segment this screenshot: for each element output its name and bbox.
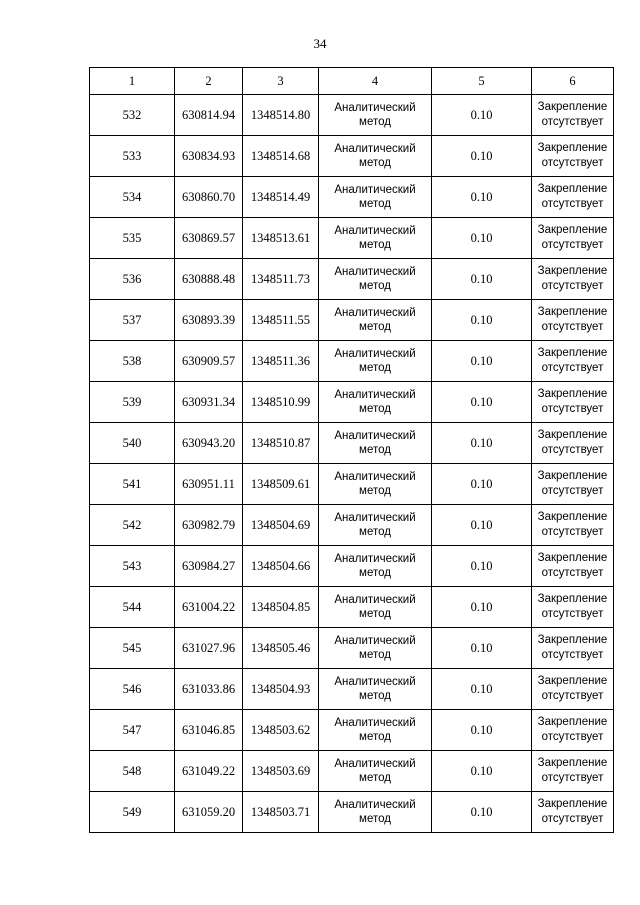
method-line-2: метод xyxy=(359,485,391,497)
accuracy-cell: 0.10 xyxy=(432,792,532,833)
y-coordinate-cell: 1348511.36 xyxy=(243,341,319,382)
method-line-2: метод xyxy=(359,608,391,620)
fixing-line-2: отсутствует xyxy=(541,198,604,210)
accuracy-cell: 0.10 xyxy=(432,382,532,423)
table-row xyxy=(90,177,614,218)
fixing-cell xyxy=(532,423,614,464)
y-coordinate-cell: 1348503.69 xyxy=(243,751,319,792)
fixing-cell xyxy=(532,464,614,505)
method-line-1: Аналитический xyxy=(334,143,416,155)
method-line-1: Аналитический xyxy=(334,799,416,811)
column-header-5: 5 xyxy=(432,68,532,95)
fixing-line-1: Закрепление xyxy=(537,593,608,605)
method-cell xyxy=(319,464,432,505)
fixing-line-2: отсутствует xyxy=(541,608,604,620)
method-line-2: метод xyxy=(359,403,391,415)
point-number-cell: 537 xyxy=(90,300,175,341)
method-line-1: Аналитический xyxy=(334,348,416,360)
x-coordinate-cell: 630909.57 xyxy=(175,341,243,382)
point-number-cell: 533 xyxy=(90,136,175,177)
fixing-cell xyxy=(532,136,614,177)
table-row xyxy=(90,423,614,464)
table-row xyxy=(90,341,614,382)
accuracy-cell: 0.10 xyxy=(432,751,532,792)
method-line-1: Аналитический xyxy=(334,635,416,647)
x-coordinate-cell: 631059.20 xyxy=(175,792,243,833)
fixing-line-1: Закрепление xyxy=(537,142,608,154)
method-cell xyxy=(319,95,432,136)
point-number-cell: 544 xyxy=(90,587,175,628)
accuracy-cell: 0.10 xyxy=(432,628,532,669)
y-coordinate-cell: 1348514.80 xyxy=(243,95,319,136)
method-line-2: метод xyxy=(359,813,391,825)
fixing-cell xyxy=(532,300,614,341)
accuracy-cell: 0.10 xyxy=(432,587,532,628)
accuracy-cell: 0.10 xyxy=(432,341,532,382)
x-coordinate-cell: 631049.22 xyxy=(175,751,243,792)
table-row xyxy=(90,546,614,587)
table-row xyxy=(90,95,614,136)
accuracy-cell: 0.10 xyxy=(432,710,532,751)
y-coordinate-cell: 1348511.73 xyxy=(243,259,319,300)
fixing-line-1: Закрепление xyxy=(537,757,608,769)
method-line-2: метод xyxy=(359,239,391,251)
fixing-line-2: отсутствует xyxy=(541,485,604,497)
header-row xyxy=(90,68,614,95)
method-line-2: метод xyxy=(359,690,391,702)
column-header-2: 2 xyxy=(175,68,243,95)
method-line-2: метод xyxy=(359,444,391,456)
accuracy-cell: 0.10 xyxy=(432,423,532,464)
accuracy-cell: 0.10 xyxy=(432,546,532,587)
method-line-1: Аналитический xyxy=(334,594,416,606)
fixing-cell xyxy=(532,218,614,259)
point-number-cell: 536 xyxy=(90,259,175,300)
method-line-1: Аналитический xyxy=(334,266,416,278)
fixing-line-1: Закрепление xyxy=(537,347,608,359)
fixing-line-1: Закрепление xyxy=(537,101,608,113)
fixing-line-2: отсутствует xyxy=(541,444,604,456)
fixing-line-1: Закрепление xyxy=(537,306,608,318)
fixing-line-2: отсутствует xyxy=(541,813,604,825)
y-coordinate-cell: 1348504.69 xyxy=(243,505,319,546)
point-number-cell: 540 xyxy=(90,423,175,464)
table-row xyxy=(90,587,614,628)
page-number: 34 xyxy=(313,36,327,51)
table-row xyxy=(90,136,614,177)
point-number-cell: 548 xyxy=(90,751,175,792)
fixing-cell xyxy=(532,259,614,300)
method-cell xyxy=(319,341,432,382)
table-row xyxy=(90,300,614,341)
fixing-cell xyxy=(532,751,614,792)
column-header-3: 3 xyxy=(243,68,319,95)
method-cell xyxy=(319,423,432,464)
table-row xyxy=(90,628,614,669)
method-line-2: метод xyxy=(359,567,391,579)
point-number-cell: 532 xyxy=(90,95,175,136)
table-row xyxy=(90,792,614,833)
fixing-line-2: отсутствует xyxy=(541,772,604,784)
method-line-2: метод xyxy=(359,362,391,374)
y-coordinate-cell: 1348504.93 xyxy=(243,669,319,710)
fixing-cell xyxy=(532,341,614,382)
fixing-line-1: Закрепление xyxy=(537,634,608,646)
method-line-1: Аналитический xyxy=(334,225,416,237)
y-coordinate-cell: 1348503.71 xyxy=(243,792,319,833)
method-line-1: Аналитический xyxy=(334,430,416,442)
point-number-cell: 535 xyxy=(90,218,175,259)
method-line-1: Аналитический xyxy=(334,184,416,196)
table-header xyxy=(90,68,614,95)
method-line-1: Аналитический xyxy=(334,758,416,770)
method-line-1: Аналитический xyxy=(334,676,416,688)
point-number-cell: 549 xyxy=(90,792,175,833)
method-line-2: метод xyxy=(359,772,391,784)
column-header-4: 4 xyxy=(319,68,432,95)
table-row xyxy=(90,464,614,505)
method-line-2: метод xyxy=(359,280,391,292)
method-line-2: метод xyxy=(359,157,391,169)
fixing-cell xyxy=(532,587,614,628)
method-line-2: метод xyxy=(359,731,391,743)
method-line-2: метод xyxy=(359,526,391,538)
y-coordinate-cell: 1348504.85 xyxy=(243,587,319,628)
fixing-cell xyxy=(532,546,614,587)
fixing-line-2: отсутствует xyxy=(541,116,604,128)
accuracy-cell: 0.10 xyxy=(432,95,532,136)
fixing-cell xyxy=(532,505,614,546)
method-line-2: метод xyxy=(359,198,391,210)
fixing-line-1: Закрепление xyxy=(537,470,608,482)
method-cell xyxy=(319,792,432,833)
method-line-1: Аналитический xyxy=(334,512,416,524)
point-number-cell: 545 xyxy=(90,628,175,669)
fixing-line-2: отсутствует xyxy=(541,526,604,538)
fixing-line-2: отсутствует xyxy=(541,690,604,702)
method-line-1: Аналитический xyxy=(334,717,416,729)
point-number-cell: 542 xyxy=(90,505,175,546)
x-coordinate-cell: 631046.85 xyxy=(175,710,243,751)
y-coordinate-cell: 1348510.87 xyxy=(243,423,319,464)
accuracy-cell: 0.10 xyxy=(432,464,532,505)
method-line-1: Аналитический xyxy=(334,307,416,319)
x-coordinate-cell: 631033.86 xyxy=(175,669,243,710)
method-cell xyxy=(319,751,432,792)
table-row xyxy=(90,382,614,423)
table-row xyxy=(90,751,614,792)
y-coordinate-cell: 1348505.46 xyxy=(243,628,319,669)
fixing-line-1: Закрепление xyxy=(537,224,608,236)
x-coordinate-cell: 630869.57 xyxy=(175,218,243,259)
method-cell xyxy=(319,177,432,218)
accuracy-cell: 0.10 xyxy=(432,259,532,300)
fixing-line-1: Закрепление xyxy=(537,429,608,441)
fixing-line-1: Закрепление xyxy=(537,388,608,400)
fixing-line-1: Закрепление xyxy=(537,511,608,523)
method-line-1: Аналитический xyxy=(334,471,416,483)
method-cell xyxy=(319,628,432,669)
y-coordinate-cell: 1348504.66 xyxy=(243,546,319,587)
fixing-line-2: отсутствует xyxy=(541,157,604,169)
x-coordinate-cell: 630834.93 xyxy=(175,136,243,177)
y-coordinate-cell: 1348510.99 xyxy=(243,382,319,423)
point-number-cell: 547 xyxy=(90,710,175,751)
fixing-cell xyxy=(532,628,614,669)
method-cell xyxy=(319,587,432,628)
column-header-1: 1 xyxy=(90,68,175,95)
fixing-line-2: отсутствует xyxy=(541,567,604,579)
x-coordinate-cell: 631004.22 xyxy=(175,587,243,628)
point-number-cell: 539 xyxy=(90,382,175,423)
method-cell xyxy=(319,710,432,751)
method-cell xyxy=(319,259,432,300)
x-coordinate-cell: 630860.70 xyxy=(175,177,243,218)
fixing-line-2: отсутствует xyxy=(541,239,604,251)
method-cell xyxy=(319,669,432,710)
table-row xyxy=(90,710,614,751)
point-number-cell: 534 xyxy=(90,177,175,218)
fixing-line-1: Закрепление xyxy=(537,265,608,277)
y-coordinate-cell: 1348514.49 xyxy=(243,177,319,218)
fixing-line-2: отсутствует xyxy=(541,403,604,415)
method-line-2: метод xyxy=(359,321,391,333)
y-coordinate-cell: 1348509.61 xyxy=(243,464,319,505)
accuracy-cell: 0.10 xyxy=(432,300,532,341)
fixing-line-2: отсутствует xyxy=(541,321,604,333)
fixing-line-2: отсутствует xyxy=(541,731,604,743)
x-coordinate-cell: 630888.48 xyxy=(175,259,243,300)
point-number-cell: 538 xyxy=(90,341,175,382)
accuracy-cell: 0.10 xyxy=(432,669,532,710)
fixing-cell xyxy=(532,95,614,136)
column-header-6: 6 xyxy=(532,68,614,95)
fixing-line-2: отсутствует xyxy=(541,649,604,661)
fixing-cell xyxy=(532,792,614,833)
x-coordinate-cell: 630943.20 xyxy=(175,423,243,464)
x-coordinate-cell: 630893.39 xyxy=(175,300,243,341)
table-body xyxy=(90,95,614,833)
x-coordinate-cell: 630931.34 xyxy=(175,382,243,423)
table-row xyxy=(90,669,614,710)
x-coordinate-cell: 630814.94 xyxy=(175,95,243,136)
y-coordinate-cell: 1348513.61 xyxy=(243,218,319,259)
method-line-2: метод xyxy=(359,649,391,661)
method-line-2: метод xyxy=(359,116,391,128)
y-coordinate-cell: 1348514.68 xyxy=(243,136,319,177)
method-cell xyxy=(319,218,432,259)
method-cell xyxy=(319,300,432,341)
fixing-line-2: отсутствует xyxy=(541,362,604,374)
method-cell xyxy=(319,505,432,546)
method-cell xyxy=(319,546,432,587)
fixing-cell xyxy=(532,177,614,218)
table-row xyxy=(90,259,614,300)
accuracy-cell: 0.10 xyxy=(432,136,532,177)
coordinates-table xyxy=(89,67,614,833)
fixing-line-2: отсутствует xyxy=(541,280,604,292)
fixing-cell xyxy=(532,710,614,751)
fixing-cell xyxy=(532,669,614,710)
x-coordinate-cell: 630951.11 xyxy=(175,464,243,505)
accuracy-cell: 0.10 xyxy=(432,218,532,259)
fixing-line-1: Закрепление xyxy=(537,798,608,810)
fixing-line-1: Закрепление xyxy=(537,716,608,728)
y-coordinate-cell: 1348503.62 xyxy=(243,710,319,751)
method-line-1: Аналитический xyxy=(334,389,416,401)
table-row xyxy=(90,505,614,546)
x-coordinate-cell: 631027.96 xyxy=(175,628,243,669)
point-number-cell: 546 xyxy=(90,669,175,710)
point-number-cell: 543 xyxy=(90,546,175,587)
fixing-line-1: Закрепление xyxy=(537,183,608,195)
x-coordinate-cell: 630984.27 xyxy=(175,546,243,587)
accuracy-cell: 0.10 xyxy=(432,505,532,546)
fixing-cell xyxy=(532,382,614,423)
fixing-line-1: Закрепление xyxy=(537,675,608,687)
accuracy-cell: 0.10 xyxy=(432,177,532,218)
method-cell xyxy=(319,136,432,177)
method-line-1: Аналитический xyxy=(334,102,416,114)
x-coordinate-cell: 630982.79 xyxy=(175,505,243,546)
method-cell xyxy=(319,382,432,423)
method-line-1: Аналитический xyxy=(334,553,416,565)
point-number-cell: 541 xyxy=(90,464,175,505)
table-row xyxy=(90,218,614,259)
y-coordinate-cell: 1348511.55 xyxy=(243,300,319,341)
fixing-line-1: Закрепление xyxy=(537,552,608,564)
